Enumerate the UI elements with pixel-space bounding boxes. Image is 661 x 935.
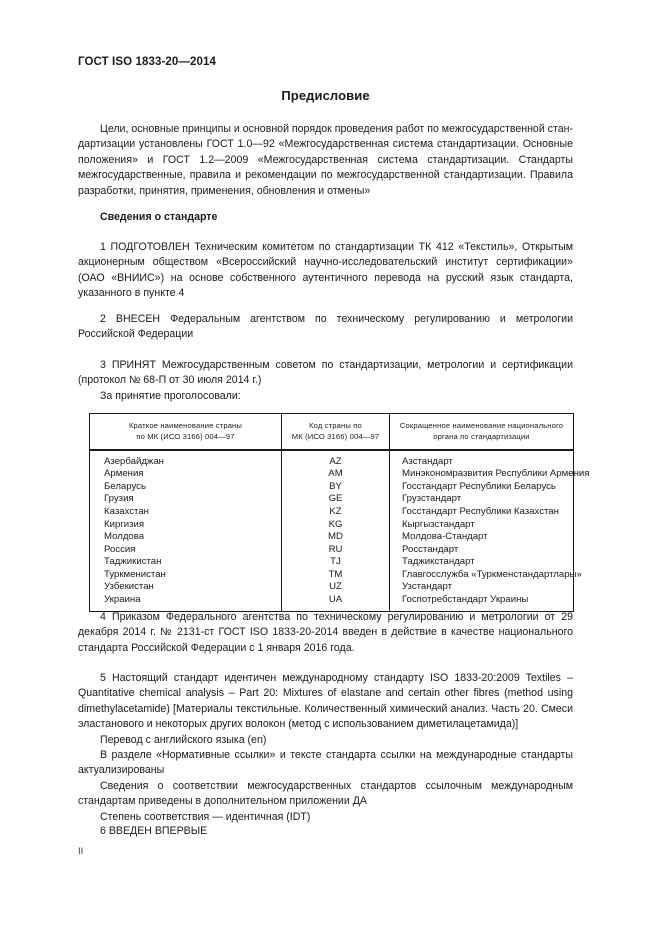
page-number: II [78, 846, 84, 857]
standard-info-item-5-note-1: Перевод с английского языка (en) [100, 733, 267, 746]
code-cell: BY [329, 480, 342, 492]
vote-intro-block [78, 389, 573, 404]
national-body-cell: Молдова-Стандарт [402, 531, 488, 543]
country-cell: Узбекистан [104, 581, 154, 593]
national-body-cell: Грузстандарт [402, 493, 462, 505]
column-header-national-body-line-1: Сокращенное наименование национального [399, 421, 564, 430]
column-header-country [90, 414, 282, 450]
country-cell: Армения [104, 468, 144, 480]
standard-info-item-1-block [78, 240, 573, 302]
table-row [90, 450, 574, 612]
national-body-cell: Госпотребстандарт Украины [402, 593, 529, 605]
national-body-cell: Кыргызстандарт [402, 518, 475, 530]
standard-info-item-2: 2 ВНЕСЕН Федеральным агентством по техническому регулированию и метрологии Российской Федерации [78, 313, 573, 341]
column-header-national-body-line-2: органа по стандартизации [433, 432, 530, 442]
standard-info-item-5-note-2: В разделе «Нормативные ссылки» и тексте стандарта ссылки на международные стандарты актуализированы [78, 749, 573, 777]
national-body-cell: Госстандарт Республики Казахстан [402, 506, 559, 517]
code-cell: TJ [330, 556, 341, 568]
table-header [90, 414, 574, 450]
code-list [282, 456, 389, 607]
column-header-country-line-2: по МК (ИСО 3166) 004—97 [136, 432, 235, 442]
standard-info-item-1: 1 ПОДГОТОВЛЕН Техническим комитетом по стандартизации ТК 412 «Текстиль», Открытым акционерным обществом «Всероссийский научно-исследовательский институт сертификации» (ОАО «ВНИИС») на основе собственного аутентичного перевода на русский язык стандарта, указанного в пункте 4 [78, 241, 573, 300]
code-cell: UA [328, 593, 343, 605]
country-cell: Таджикистан [104, 556, 162, 568]
code-cell: RU [328, 543, 343, 555]
intro-paragraph: Цели, основные принципы и основной порядок проведения работ по межгосударственной стандартизации установлены ГОСТ 1.0—92 «Межгосударственная система стандартизации. Основные положения» и ГОСТ 1.2—2009 «Межгосударственная система стандартизации. Стандарты межгосударственные, правила и рекомендации по межгосударственной стандартизации. Правила разработки, принятия, применения, обновления и отмены» [78, 123, 573, 197]
table-body [90, 450, 590, 612]
code-cell: TM [328, 568, 343, 580]
standard-info-item-3: 3 ПРИНЯТ Межгосударственным советом по стандартизации, метрологии и сертификации (протокол № 68-П от 30 июля 2014 г.) [78, 359, 573, 387]
code-cell: AZ [329, 455, 342, 467]
column-header-code-line-2: МК (ИСО 3166) 004—97 [291, 432, 380, 442]
column-header-national-body [390, 414, 574, 450]
national-body-cell: Главгосслужба «Туркменстандартлары» [402, 568, 582, 580]
code-cell: GE [328, 493, 343, 505]
national-body-cell: Таджикстандарт [402, 556, 475, 568]
document-header-standard-code: ГОСТ ISO 1833-20—2014 [78, 56, 216, 68]
column-header-country-line-1: Краткое наименование страны [128, 421, 243, 430]
table-header-row [90, 414, 574, 450]
national-body-cell: Минэкономразвития Республики Армения [402, 468, 590, 480]
standard-info-heading-block [78, 210, 573, 225]
country-cell: Украина [104, 593, 141, 605]
country-cell: Туркменистан [104, 568, 166, 580]
national-body-cell: Азстандарт [402, 455, 453, 467]
vote-intro-text: За принятие проголосовали: [100, 390, 241, 402]
standard-info-heading: Сведения о стандарте [100, 211, 218, 223]
code-cell: UZ [329, 581, 342, 593]
intro-block [78, 122, 573, 199]
country-cell: Россия [104, 543, 136, 555]
country-list [104, 456, 281, 607]
code-cell: KZ [329, 506, 342, 517]
voting-countries-table [89, 413, 590, 612]
standard-info-item-4-block [78, 610, 573, 656]
country-cell: Киргизия [104, 518, 145, 530]
column-header-code-line-1: Код страны по [309, 421, 362, 430]
national-body-cell: Росстандарт [402, 543, 459, 555]
national-body-cell: Госстандарт Республики Беларусь [402, 480, 556, 492]
country-cell: Грузия [104, 493, 134, 505]
national-body-cell: Узстандарт [402, 581, 453, 593]
standard-info-item-5-note-3: Сведения о соответствии межгосударственных стандартов ссылочным международным стандартам приведены в дополнительном приложении ДА [78, 779, 573, 808]
standard-info-item-6: 6 ВВЕДЕН ВПЕРВЫЕ [100, 825, 208, 837]
country-column-cell [90, 450, 282, 612]
code-cell: MD [328, 531, 343, 543]
national-body-list [402, 455, 590, 607]
standard-info-item-2-block [78, 312, 573, 343]
standard-info-item-3-block [78, 358, 573, 389]
column-header-code [282, 414, 390, 450]
code-column-cell [282, 450, 390, 612]
country-cell: Азербайджан [104, 455, 164, 467]
standard-info-item-5-note-4: Степень соответствия — идентичная (IDT) [100, 810, 311, 823]
standard-info-item-4: 4 Приказом Федерального агентства по техническому регулированию и метрологии от 29 декабря 2014 г. № 2131-ст ГОСТ ISO 1833-20-2014 введен в действие в качестве национального стандарта Российской Федерации с 1 января 2016 года. [78, 611, 573, 654]
standard-info-item-5: 5 Настоящий стандарт идентичен международному стандарту ISO 1833-20:2009 Textiles – Quantitative chemical analysis – Part 20: Mixtures of elastane and certain other fibres (method using dimethylacetamide) [Материалы текстильные. Количественный химический анализ. Часть 20. Смеси эластанового и некоторых других волокон (метод с использованием диметилацетамида)] [78, 672, 573, 731]
country-cell: Казахстан [104, 506, 149, 517]
page-title: Предисловие [281, 88, 370, 103]
country-cell: Беларусь [104, 480, 146, 492]
standard-info-item-5-block [78, 671, 573, 825]
national-body-column-cell [390, 450, 590, 612]
standard-info-item-6-block [78, 824, 573, 839]
country-cell: Молдова [104, 531, 145, 543]
code-cell: AM [328, 468, 343, 480]
code-cell: KG [328, 518, 343, 530]
